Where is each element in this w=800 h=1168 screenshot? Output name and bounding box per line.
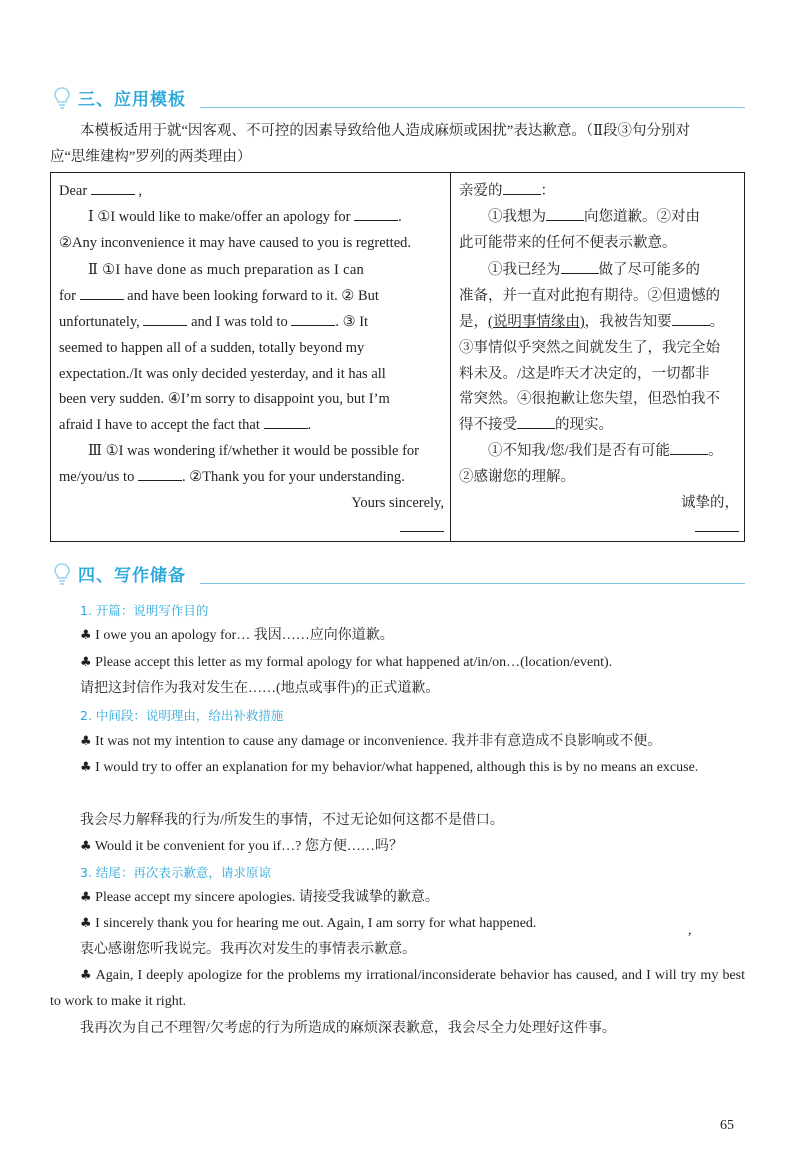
lightbulb-icon [52, 86, 72, 110]
club-bullet-icon: ♣ [80, 760, 92, 775]
blank [264, 416, 308, 429]
zh-para-1: ①我想为 向您道歉。②对由 [488, 208, 700, 225]
list-item-translation: 请把这封信作为我对发生在……(地点或事件)的正式道歉。 [80, 681, 440, 696]
zh-signature-line [459, 516, 739, 542]
zh-greeting: 亲爱的 ： [459, 183, 555, 199]
zh-para-2-line-4: ③事情似乎突然之间就发生了，我完全始 [459, 339, 720, 356]
zh-para-2-line-5: 料未及。/这是昨天才决定的，一切都非 [459, 365, 710, 382]
en-para-1: Ⅰ ①I would like to make/offer an apology for . [88, 208, 402, 225]
club-bullet-icon: ♣ [80, 734, 92, 749]
column-divider [450, 173, 451, 541]
blank [91, 182, 135, 195]
zh-para-2-line-6: 常突然。④很抱歉让您失望，但恐怕我不 [459, 391, 720, 408]
club-bullet-icon: ♣ [80, 839, 92, 854]
list-item: ♣ Please accept my sincere apologies. 请接受我诚挚的歉意。 [80, 890, 439, 905]
list-item: ♣ It was not my intention to cause any damage or inconvenience. 我并非有意造成不良影响或不便。 [80, 734, 662, 749]
list-item: ♣ I would try to offer an explanation for my behavior/what happened, although this is by no means an excuse. [80, 760, 699, 775]
en-para-2-line-3: unfortunately, and I was told to . ③ It [59, 313, 369, 330]
en-para-2: Ⅱ ①I have done as much preparation as I can [88, 262, 365, 279]
section-3-title: 三、应用模板 [78, 90, 186, 110]
en-para-2-line-2: for and have been looking forward to it. ② But [59, 288, 379, 305]
subheading-middle: 2. 中间段：说明理由，给出补救措施 [80, 708, 284, 723]
list-item: ♣ Again, I deeply apologize for the problems my irrational/inconsiderate behavior has caused, and I will try my best to work to make it right. [50, 968, 746, 1009]
club-bullet-icon: ♣ [80, 628, 92, 643]
lightbulb-icon [52, 562, 72, 586]
subheading-opening: 1. 开篇：说明写作目的 [80, 603, 209, 618]
zh-para-1-cont: 此可能带来的任何不便表示歉意。 [459, 234, 677, 251]
club-bullet-icon: ♣ [80, 890, 92, 905]
section-4-rule [200, 583, 745, 584]
zh-para-3-line-2: ②感谢您的理解。 [459, 468, 575, 485]
list-item-translation: 我再次为自己不理智/欠考虑的行为所造成的麻烦深表歉意，我会尽全力处理好这件事。 [80, 1021, 616, 1036]
letter-template-box [50, 172, 745, 542]
section-3-header [50, 86, 745, 112]
blank [354, 208, 398, 221]
section-3-intro-line-1: 本模板适用于就“因客观、不可控的因素导致给他人造成麻烦或困扰”表达歉意。（Ⅱ段③句分别对 [80, 123, 690, 139]
list-item: ♣ I owe you an apology for… 我因……应向你道歉。 [80, 628, 394, 643]
blank [503, 182, 541, 195]
blank [80, 287, 124, 300]
blank [517, 416, 555, 429]
club-bullet-icon: ♣ [80, 916, 92, 931]
en-closing: Yours sincerely, [351, 494, 444, 511]
club-bullet-icon: ♣ [80, 655, 92, 670]
zh-para-2: ①我已经为 做了尽可能多的 [488, 262, 700, 279]
list-item: ♣ I sincerely thank you for hearing me out. Again, I am sorry for what happened. [80, 916, 537, 931]
en-para-2-line-6: been very sudden. ④I’m sorry to disappoint you, but I’m [59, 391, 390, 408]
en-para-1-cont: ②Any inconvenience it may have caused to you is regretted. [59, 234, 412, 251]
en-para-3: Ⅲ ①I was wondering if/whether it would be possible for [88, 442, 420, 459]
blank [291, 313, 335, 326]
section-4-title: 四、写作储备 [78, 566, 186, 586]
blank [546, 208, 584, 221]
zh-para-2-line-7: 得不接受 的现实。 [459, 417, 613, 434]
zh-closing: 诚挚的， [681, 494, 739, 511]
zh-para-2-line-2: 准备，并一直对此抱有期待。②但遗憾的 [459, 288, 720, 305]
list-item: ♣ Please accept this letter as my formal apology for what happened at/in/on…(location/event). [80, 655, 613, 670]
stray-mark: , [688, 923, 692, 938]
blank [138, 468, 182, 481]
zh-para-2-line-3: 是，(说明事情缘由)，我被告知要 。 [459, 313, 725, 330]
list-item: ♣ Would it be convenient for you if…? 您方便……吗？ [80, 839, 403, 854]
page-number: 65 [720, 1118, 734, 1133]
zh-para-3: ①不知我/您/我们是否有可能 。 [488, 442, 723, 459]
en-para-2-line-5: expectation./It was only decided yesterday, and it has all [59, 365, 386, 382]
club-bullet-icon: ♣ [80, 968, 93, 983]
en-signature-line [59, 516, 444, 542]
blank [143, 313, 187, 326]
list-item-translation: 我会尽力解释我的行为/所发生的事情，不过无论如何这都不是借口。 [80, 813, 504, 828]
en-para-3-line-2: me/you/us to . ②Thank you for your understanding. [59, 468, 405, 485]
section-3-intro-line-2: 应“思维建构”罗列的两类理由） [50, 149, 252, 165]
subheading-ending: 3. 结尾：再次表示歉意，请求原谅 [80, 865, 271, 880]
list-item-translation: 衷心感谢您听我说完。我再次对发生的事情表示歉意。 [80, 942, 416, 957]
blank [400, 519, 444, 532]
blank [670, 442, 708, 455]
en-para-2-line-7: afraid I have to accept the fact that . [59, 417, 312, 434]
en-greeting: Dear , [59, 183, 143, 199]
en-para-2-line-4: seemed to happen all of a sudden, totally beyond my [59, 339, 365, 356]
chinese-letter [459, 179, 739, 542]
blank [695, 519, 739, 532]
blank [561, 261, 599, 274]
english-letter [59, 179, 444, 542]
blank [672, 313, 710, 326]
section-4-header [50, 562, 745, 588]
section-3-rule [200, 107, 745, 108]
